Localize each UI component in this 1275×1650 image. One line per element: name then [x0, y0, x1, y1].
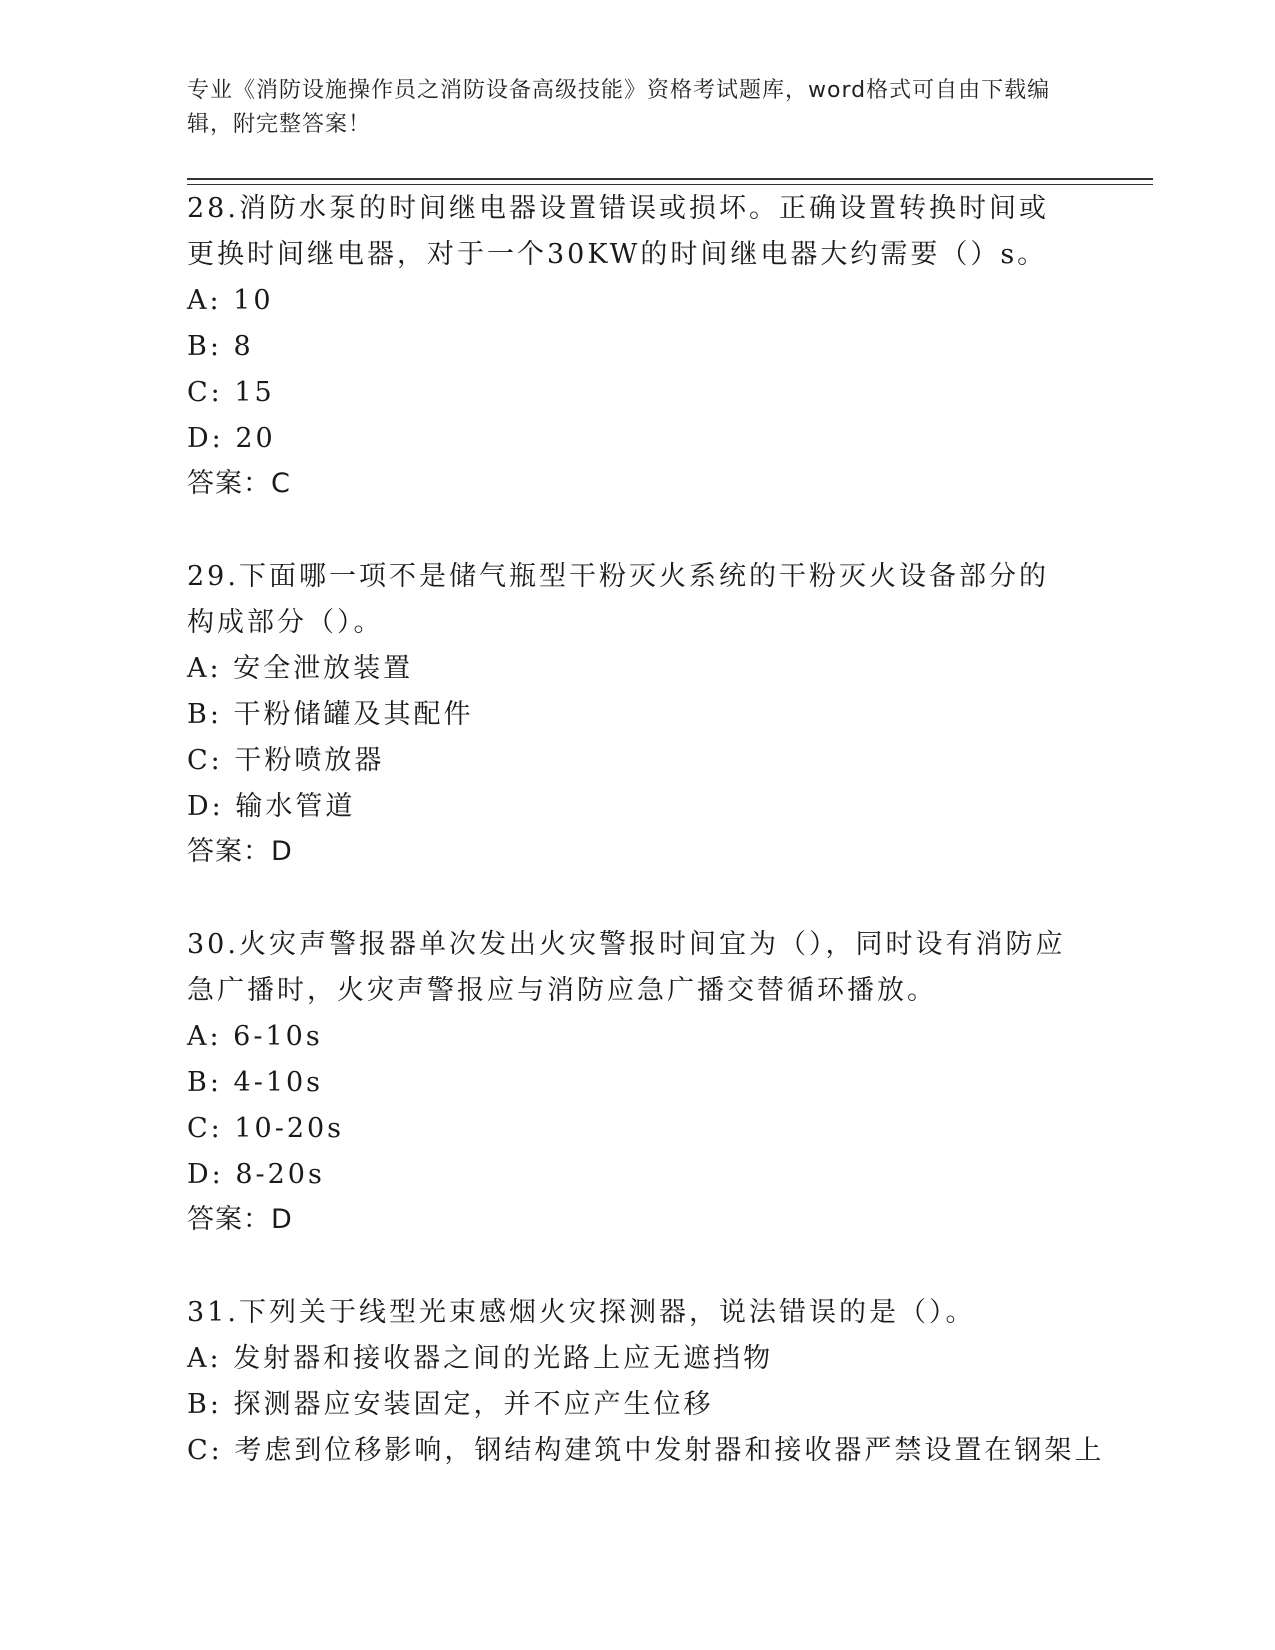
question-28 [187, 186, 1067, 506]
option-d: D: 20 [187, 423, 276, 454]
answer: 答案：D [187, 1204, 293, 1235]
option-c: C: 10-20s [187, 1113, 345, 1144]
option-a: A: 安全泄放装置 [187, 653, 414, 684]
option-b: B: 探测器应安装固定，并不应产生位移 [187, 1389, 714, 1420]
question-stem: 31.下列关于线型光束感烟火灾探测器，说法错误的是（）。 [187, 1297, 976, 1328]
question-30 [187, 922, 1067, 1242]
option-d: D: 输水管道 [187, 791, 356, 822]
option-a: A: 10 [187, 285, 274, 316]
header-divider-thin [187, 184, 1153, 185]
option-a: A: 6-10s [187, 1021, 323, 1052]
document-header: 专业《消防设施操作员之消防设备高级技能》资格考试题库，word格式可自由下载编辑，附完整答案！ [187, 78, 1051, 137]
answer: 答案：D [187, 836, 293, 867]
option-c: C: 考虑到位移影响，钢结构建筑中发射器和接收器严禁设置在钢架上 [187, 1435, 1105, 1466]
option-c: C: 干粉喷放器 [187, 745, 385, 776]
question-stem: 30.火灾声警报器单次发出火灾警报时间宜为（），同时设有消防应急广播时，火灾声警报应与消防应急广播交替循环播放。 [187, 929, 1066, 1006]
option-a: A: 发射器和接收器之间的光路上应无遮挡物 [187, 1343, 774, 1374]
answer: 答案：C [187, 468, 291, 499]
question-stem: 28.消防水泵的时间继电器设置错误或损坏。正确设置转换时间或更换时间继电器，对于一个30KW的时间继电器大约需要（）s。 [187, 193, 1049, 270]
option-d: D: 8-20s [187, 1159, 325, 1190]
option-c: C: 15 [187, 377, 275, 408]
question-31 [187, 1290, 1105, 1474]
option-b: B: 4-10s [187, 1067, 324, 1098]
option-b: B: 8 [187, 331, 254, 362]
question-stem: 29.下面哪一项不是储气瓶型干粉灭火系统的干粉灭火设备部分的构成部分（）。 [187, 561, 1049, 638]
option-b: B: 干粉储罐及其配件 [187, 699, 474, 730]
question-list [187, 186, 1105, 1522]
header-divider-thick [187, 178, 1153, 180]
question-29 [187, 554, 1067, 874]
